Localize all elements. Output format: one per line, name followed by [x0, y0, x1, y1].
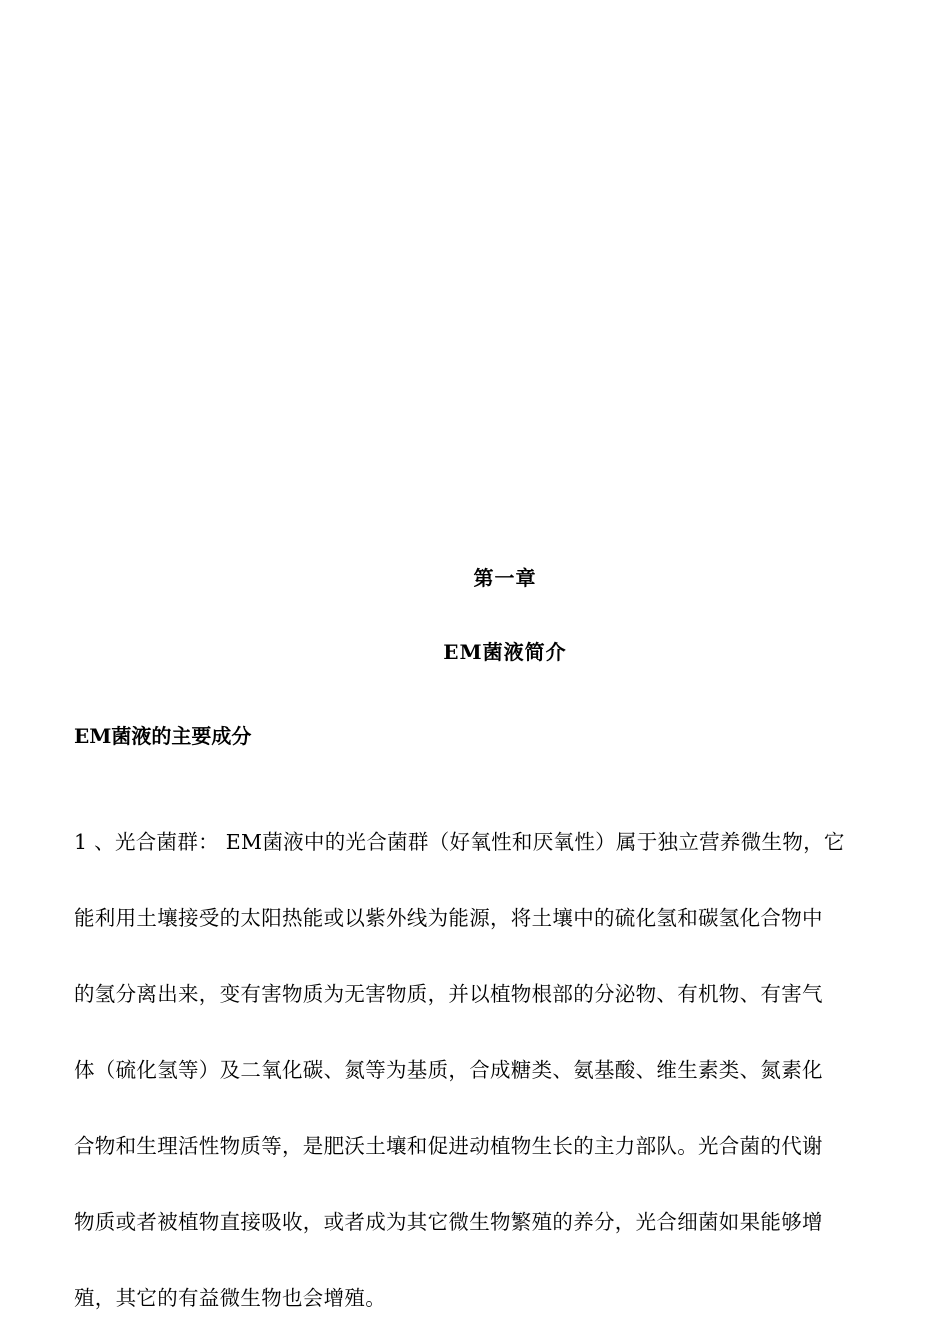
- paragraph-line: 体（硫化氢等）及二氧化碳、氮等为基质，合成糖类、氨基酸、维生素类、氮素化: [74, 1058, 823, 1082]
- chapter-title: 第一章: [473, 566, 537, 590]
- paragraph-line: 合物和生理活性物质等，是肥沃土壤和促进动植物生长的主力部队。光合菌的代谢: [74, 1134, 823, 1158]
- paragraph-line: 殖，其它的有益微生物也会增殖。: [74, 1286, 386, 1310]
- body-paragraph: [74, 804, 892, 1336]
- paragraph-line: 能利用土壤接受的太阳热能或以紫外线为能源，将土壤中的硫化氢和碳氢化合物中: [74, 906, 823, 930]
- paragraph-line: 物质或者被植物直接吸收，或者成为其它微生物繁殖的养分，光合细菌如果能够增: [74, 1210, 823, 1234]
- section-title: EM菌液简介: [443, 640, 567, 664]
- paragraph-line: 1 、光合菌群： EM菌液中的光合菌群（好氧性和厌氧性）属于独立营养微生物，它: [74, 830, 845, 854]
- subsection-heading: EM菌液的主要成分: [74, 724, 252, 748]
- paragraph-line: 的氢分离出来，变有害物质为无害物质，并以植物根部的分泌物、有机物、有害气: [74, 982, 823, 1006]
